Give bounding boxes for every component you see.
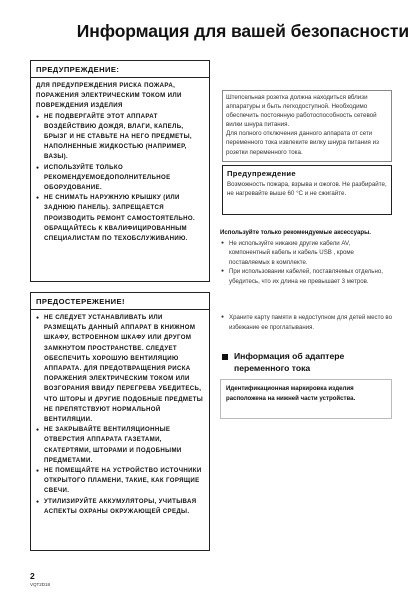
caution-heading: ПРЕДОСТЕРЕЖЕНИЕ! [31, 297, 209, 310]
adapter-id-box [220, 379, 392, 419]
battery-warning-box [222, 165, 392, 215]
caution-item: ● НЕ ПОМЕЩАЙТЕ НА УСТРОЙСТВО ИСТОЧНИКИ ОТКРЫТОГО ПЛАМЕНИ, ТАКИЕ, КАК ГОРЯЩИЕ СВЕЧИ. [36, 466, 204, 497]
warning-box [30, 60, 210, 282]
warning-item: ● ИСПОЛЬЗУЙТЕ ТОЛЬКО РЕКОМЕНДУЕМОЕДОПОЛНИТЕЛЬНОЕ ОБОРУДОВАНИЕ. [36, 163, 204, 194]
battery-warning-text: Возможность пожара, взрыва и ожогов. Не разбирайте, не нагревайте выше 60 °C и не сжигайте. [227, 181, 387, 198]
warning-item: ● НЕ ПОДВЕРГАЙТЕ ЭТОТ АППАРАТ ВОЗДЕЙСТВИЮ ДОЖДЯ, ВЛАГИ, КАПЕЛЬ, БРЫЗГ И НЕ СТАВЬТЕ НА НЕГО ПРЕДМЕТЫ, НАПОЛНЕННЫЕ ЖИДКОСТЬЮ (НАПРИМЕР, ВАЗЫ). [36, 112, 204, 163]
accessories-heading: Используйте только рекомендуемые аксессуары. [220, 229, 371, 236]
caution-list [36, 313, 204, 517]
document-code: VQT2D18 [30, 582, 51, 587]
accessories-section [220, 228, 392, 287]
caution-item: ● НЕ СЛЕДУЕТ УСТАНАВЛИВАТЬ ИЛИ РАЗМЕЩАТЬ ДАННЫЙ АППАРАТ В КНИЖНОМ ШКАФУ, ВСТРОЕННОМ ШКАФУ ИЛИ ДРУГОМ ЗАМКНУТОМ ПРОСТРАНСТВЕ. СЛЕДУЕТ ОБЕСПЕЧИТЬ ХОРОШУЮ ВЕНТИЛЯЦИЮ АППАРАТА. ДЛЯ ПРЕДОТВРАЩЕНИЯ РИСКА ПОРАЖЕНИЯ ЭЛЕКТРИЧЕСКИМ ТОКОМ ИЛИ ВОЗГОРАНИЯ ВВИДУ ПЕРЕГРЕВА УБЕДИТЕСЬ, ЧТО ШТОРЫ И ДРУГИЕ ПОДОБНЫЕ ПРЕДМЕТЫ НЕ ПРЕПЯТСТВУЮТ НОРМАЛЬНОЙ ВЕНТИЛЯЦИИ. [36, 313, 204, 425]
adapter-section [220, 351, 392, 374]
accessories-list [220, 239, 392, 287]
warning-item: ● НЕ СНИМАТЬ НАРУЖНУЮ КРЫШКУ (ИЛИ ЗАДНЮЮ ПАНЕЛЬ). ЗАПРЕЩАЕТСЯ ПРОИЗВОДИТЬ РЕМОНТ САМОСТОЯТЕЛЬНО. ОБРАЩАЙТЕСЬ К КВАЛИФИЦИРОВАННЫМ СПЕЦИАЛИСТАМ ПО ТЕХОБСЛУЖИВАНИЮ. [36, 193, 204, 244]
socket-note-paragraph: Штепсельная розетка должна находиться вблизи аппаратуры и быть легкодоступной. Необходимо обеспечить постоянную работоспособность сетевой вилки шнура питания. [226, 94, 377, 129]
memory-card-item: ● Храните карту памяти в недоступном для детей место во избежание ее проглатывания. [220, 313, 392, 332]
warning-heading: ПРЕДУПРЕЖДЕНИЕ: [31, 65, 209, 78]
memory-card-list [220, 313, 392, 332]
caution-item: ● УТИЛИЗИРУЙТЕ АККУМУЛЯТОРЫ, УЧИТЫВАЯ АСПЕКТЫ ОХРАНЫ ОКРУЖАЮЩЕЙ СРЕДЫ. [36, 497, 204, 517]
adapter-heading-text: Информация об адаптере переменного тока [234, 351, 345, 373]
square-bullet-icon [222, 354, 228, 360]
socket-note-paragraph: Для полного отключения данного аппарата от сети переменного тока извлеките вилку шнура питания из розетки переменного тока. [226, 130, 379, 156]
page-number: 2 [30, 571, 35, 581]
socket-note-box [222, 90, 392, 162]
adapter-id-text: Идентификационная маркировка изделия расположена на нижней части устройства. [226, 385, 356, 402]
caution-item: ● НЕ ЗАКРЫВАЙТЕ ВЕНТИЛЯЦИОННЫЕ ОТВЕРСТИЯ АППАРАТА ГАЗЕТАМИ, СКАТЕРТЯМИ, ШТОРАМИ И ПОДОБНЫМИ ПРЕДМЕТАМИ. [36, 425, 204, 466]
accessories-item: ● При использовании кабелей, поставляемых отдельно, убедитесь, что их длина не превышает 3 метров. [220, 267, 392, 286]
warning-intro: ДЛЯ ПРЕДУПРЕЖДЕНИЯ РИСКА ПОЖАРА, ПОРАЖЕНИЯ ЭЛЕКТРИЧЕСКИМ ТОКОМ ИЛИ ПОВРЕЖДЕНИЯ ИЗДЕЛИЯ [36, 82, 182, 110]
adapter-heading [220, 351, 392, 374]
warning-list [36, 112, 204, 245]
battery-warning-heading: Предупреждение [227, 169, 296, 178]
page-title: Информация для вашей безопасности [76, 21, 409, 41]
memory-card-section [220, 312, 392, 332]
caution-box [30, 292, 210, 551]
accessories-item: ● Не используйте никакие другие кабели AV, компонентный кабель и кабель USB , кроме поставляемых в комплекте. [220, 239, 392, 268]
